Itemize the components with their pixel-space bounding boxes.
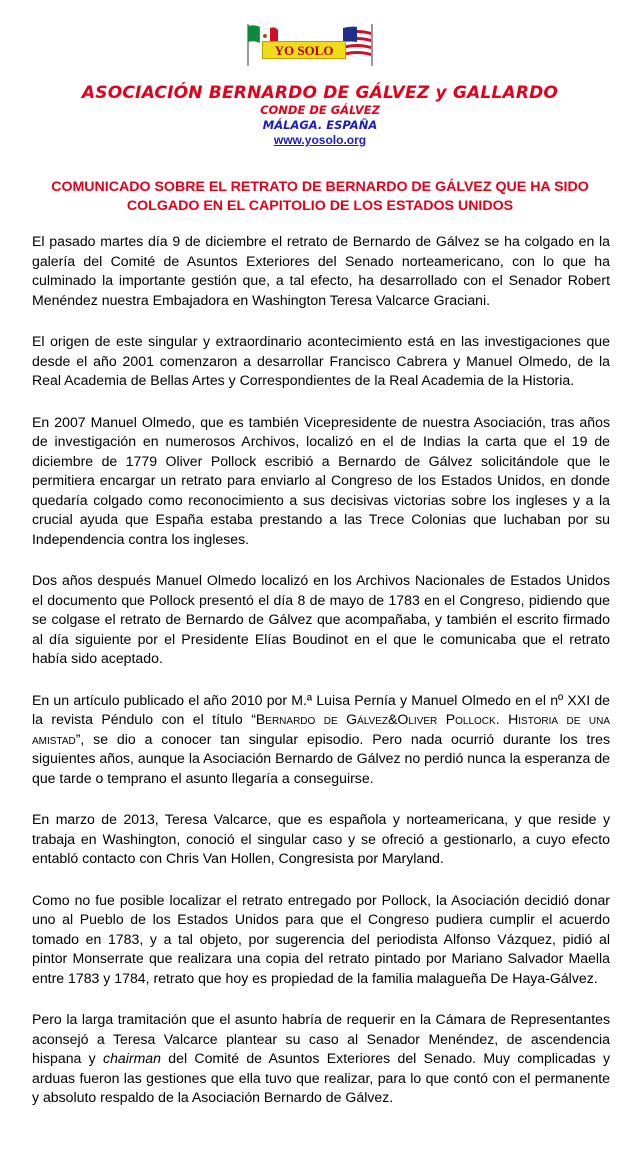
paragraph-5 — [32, 691, 610, 789]
paragraph-4: Dos años después Manuel Olmedo localizó en los Archivos Nacionales de Estados Unidos el documento que Pollock presentó el día 8 de mayo de 1783 en el Congreso, pidiendo que se colgase el retrato de Bernardo de Gálvez que acompañaba, y también el escrito firmado al día siguiente por el Presidente Elías Boudinot en el que le comunicaba que el retrato había sido aceptado. — [32, 572, 610, 666]
paragraph-3: En 2007 Manuel Olmedo, que es también Vicepresidente de nuestra Asociación, tras años de investigación en numerosos Archivos, localizó en el de Indias la carta que el 19 de diciembre de 1779 Oliver Pollock escribió a Bernardo de Gálvez solicitándole que le permitiera encargar un retrato para enviarlo al Congreso de los Estados Unidos, en donde quedaría colgado como reconocimiento a sus decisivas victorias sobre los ingleses y a la crucial ayuda que España estaba prestando a las Trece Colonias que luchaban por su Independencia contra los ingleses. — [32, 413, 610, 547]
organization-name: ASOCIACIÓN BERNARDO DE GÁLVEZ y GALLARDO — [81, 83, 559, 103]
article-title: Bernardo de Gálvez&Oliver Pollock. Historia de una amistad — [32, 711, 610, 747]
paragraph-8 — [32, 1010, 610, 1108]
paragraph-2: El origen de este singular y extraordinario acontecimiento está en las investigaciones que desde el año 2001 comenzaron a desarrollar Francisco Cabrera y Manuel Olmedo, de la Real Academia de Bellas Artes y Correspondientes de la Real Academia de la Historia. — [32, 333, 610, 388]
organization-subtitle: CONDE DE GÁLVEZ — [260, 103, 380, 117]
paragraph-5-text-b: ”, se dio a conocer tan singular episodio. Pero nada ocurrió durante los tres siguientes años, aunque la Asociación Bernardo de Gálvez no perdió nunca la esperanza de que tarde o temprano el asunto llegaría a conseguirse. — [32, 730, 610, 786]
chairman-emphasis: chairman — [103, 1050, 161, 1066]
usa-flag-icon — [343, 24, 372, 66]
paragraph-8-text-a: Pero la larga tramitación que el asunto habría de requerir en la Cámara de Representantes aconsejó a Teresa Valcarce plantear su caso al Senador Menéndez, de ascendencia hispana y — [32, 1011, 610, 1066]
organization-city: MÁLAGA. ESPAÑA — [262, 118, 378, 132]
paragraph-7: Como no fue posible localizar el retrato entregado por Pollock, la Asociación decidió donar uno al Pueblo de los Estados Unidos para que el Congreso pudiera cumplir el acuerdo tomado en 1783, y a tal objeto, por sugerencia del periodista Alfonso Vázquez, pidió al pintor Monserrate que realizara una copia del retrato pintado por Mariano Salvador Maella entre 1783 y 1784, retrato que hoy es propiedad de la familia malagueña De Haya-Gálvez. — [32, 891, 610, 986]
logo-text: YO SOLO — [262, 41, 346, 59]
letterhead — [0, 0, 640, 160]
paragraph-1: El pasado martes día 9 de diciembre el retrato de Bernardo de Gálvez se ha colgado en la galería del Comité de Asuntos Exteriores del Senado norteamericano, con lo que ha culminado la importante gestión que, a tal efecto, ha desarrollado con el Senador Robert Menéndez nuestra Embajadora en Washington Teresa Valcarce Graciani. — [32, 233, 610, 308]
paragraph-8-text-b: del Comité de Asuntos Exteriores del Senado. Muy complicadas y arduas fueron las gestiones que ella tuvo que realizar, para lo que contó con el permanente y absoluto respaldo de la Asociación Bernardo de Gálvez. — [32, 1050, 610, 1105]
document-title: COMUNICADO SOBRE EL RETRATO DE BERNARDO DE GÁLVEZ QUE HA SIDO COLGADO EN EL CAPITOLIO DE LOS ESTADOS UNIDOS — [51, 179, 589, 214]
website-link[interactable]: www.yosolo.org — [273, 133, 367, 147]
paragraph-6: En marzo de 2013, Teresa Valcarce, que es española y norteamericana, y que reside y trabaja en Washington, conoció el singular caso y se ofreció a gestionarlo, a cuyo efecto entabló contacto con Chris Van Hollen, Congresista por Maryland. — [32, 811, 610, 866]
paragraph-5-text-a: En un artículo publicado el año 2010 por M.ª Luisa Pernía y Manuel Olmedo en el nº XXI de la revista Péndulo con el título “ — [32, 691, 610, 727]
document-body — [32, 232, 610, 1130]
